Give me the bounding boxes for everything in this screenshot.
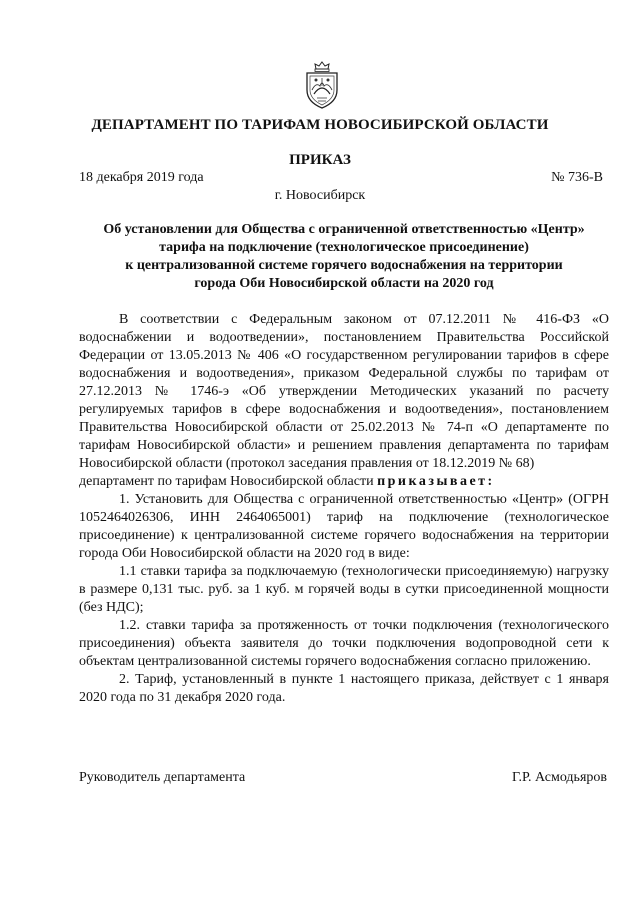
order-number: № 736-В	[551, 170, 603, 185]
coat-of-arms-icon	[302, 60, 342, 110]
order-body	[79, 311, 609, 707]
order-city: г. Новосибирск	[274, 188, 366, 203]
orders-line	[79, 473, 609, 491]
order-date: 18 декабря 2019 года	[79, 170, 204, 185]
subject-line: тарифа на подключение (технологическое присоединение)	[159, 240, 529, 255]
item-2: 2. Тариф, установленный в пункте 1 настоящего приказа, действует с 1 января 2020 года по 31 декабря 2020 года.	[79, 672, 609, 705]
signatory-position: Руководитель департамента	[79, 770, 246, 785]
preamble-paragraph: В соответствии с Федеральным законом от 07.12.2011 № 416-ФЗ «О водоснабжении и водоотведении», постановлением Правительства Российской Федерации от 13.05.2013 № 406 «О государственном регулировании тарифов в сфере водоснабжения и водоотведения», приказом Федеральной службы по тарифам от 27.12.2013 № 1746-э «Об утверждении Методических указаний по расчету регулируемых тарифов в сфере водоснабжения и водоотведения», постановлением Правительства Новосибирской области от 25.02.2013 № 74-п «О департаменте по тарифам Новосибирской области» и решением правления департамента по тарифам Новосибирской области (протокол заседания правления от 18.12.2019 № 68)	[79, 312, 609, 471]
order-subject	[79, 221, 609, 293]
department-name: ДЕПАРТАМЕНТ ПО ТАРИФАМ НОВОСИБИРСКОЙ ОБЛАСТИ	[91, 117, 549, 133]
subject-line: Об установлении для Общества с ограниченной ответственностью «Центр»	[103, 222, 585, 237]
item-1: 1. Установить для Общества с ограниченной ответственностью «Центр» (ОГРН 1052464026306, ИНН 2464065001) тариф на подключение (технологическое присоединение) к централизованной системе горячего водоснабжения на территории города Оби Новосибирской области на 2020 год в виде:	[79, 492, 609, 561]
document-type: ПРИКАЗ	[289, 152, 351, 168]
item-1-2: 1.2. ставки тарифа за протяженность от точки подключения (технологического присоединения) объекта заявителя до точки подключения водопроводной сети к объектам централизованной системы горячего водоснабжения согласно приложению.	[79, 618, 609, 669]
orders-word: приказывает:	[377, 474, 495, 489]
item-1-1: 1.1 ставки тарифа за подключаемую (технологически присоединяемую) нагрузку в размере 0,131 тыс. руб. за 1 куб. м горячей воды в сутки присоединенной мощности (без НДС);	[79, 564, 609, 615]
signatory-name: Г.Р. Асмодьяров	[511, 770, 607, 785]
subject-line: к централизованной системе горячего водоснабжения на территории	[125, 258, 563, 273]
subject-line: города Оби Новосибирской области на 2020 год	[194, 276, 494, 291]
orders-prefix: департамент по тарифам Новосибирской области	[79, 474, 374, 489]
